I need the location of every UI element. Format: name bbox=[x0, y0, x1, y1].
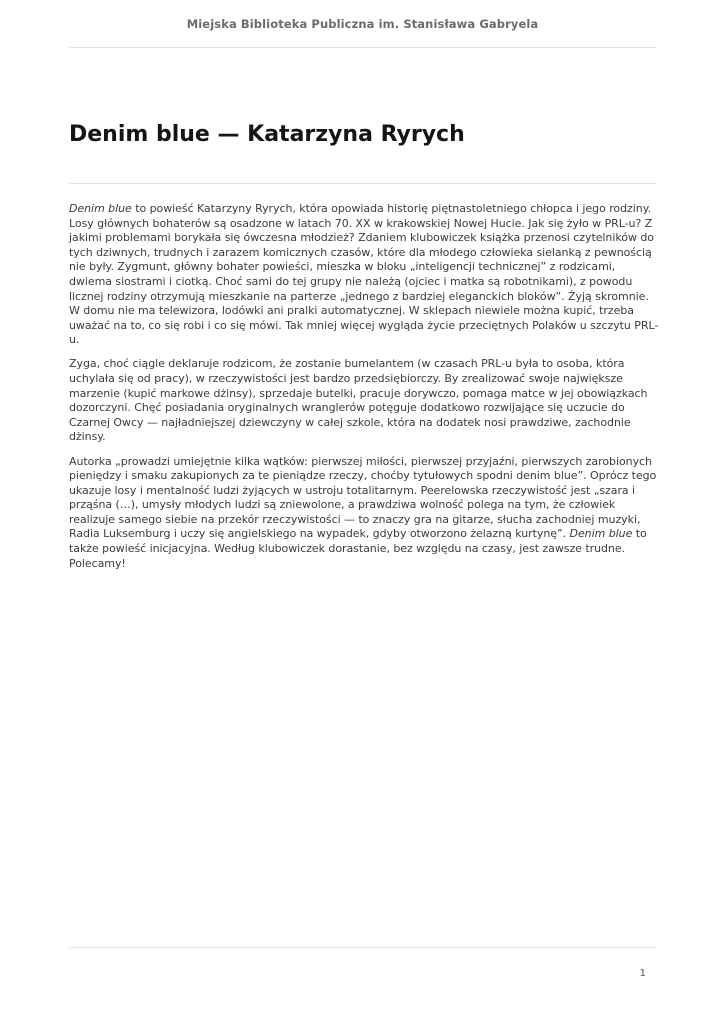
book-title-italic: Denim blue bbox=[569, 527, 633, 541]
page-number: 1 bbox=[639, 968, 646, 979]
footer-divider bbox=[69, 947, 656, 948]
paragraph-text: to powieść Katarzyny Ryrych, która opowiada historię piętnastoletniego chłopca i jego rodziny. Losy głównych bohaterów są osadzone w latach 70. XX w krakowskiej Nowej Hucie. Jak się żyło w PRL-u? Z jakimi problemami borykała się ówczesna młodzież? Zdaniem klubowiczek książka przenosi czytelników do tych dziwnych, trudnych i zarazem komicznych czasów, które dla młodego człowieka sielanką z pewnością nie były. Zygmunt, główny bohater powieści, mieszka w bloku „inteligencji technicznej” z rodzicami, dwiema siostrami i ciotką. Choć sami do tej grupy nie należą (ojciec i matka są robotnikami), z powodu licznej rodziny otrzymują mieszkanie na parterze „jednego z bardziej eleganckich bloków”. Żyją skromnie. W domu nie ma telewizora, lodówki ani pralki automatycznej. W sklepach niewiele można kupić, trzeba uważać na to, co się robi i co się mówi. Tak mniej więcej wygląda życie przeciętnych Polaków u szczytu PRL-u. bbox=[69, 202, 659, 347]
paragraph-text: Autorka „prowadzi umiejętnie kilka wątków: pierwszej miłości, pierwszej przyjaźni, pierwszych zarobionych pieniędzy i smaku zakupionych za te pieniądze rzeczy, choćby tytułowych spodni denim blue”. Oprócz tego ukazuje losy i mentalność ludzi żyjących w ustroju totalitarnym. Peerelowska rzeczywistość jest „szara i prząśna (…), umysły młodych ludzi są zniewolone, a prawdziwa wolność polega na tym, że człowiek realizuje samego siebie na przekór rzeczywistości — to znaczy gra na gitarze, słucha zachodniej muzyki, Radia Luksemburg i uczy się angielskiego na wypadek, gdyby otworzono żelazną kurtynę”. bbox=[69, 454, 657, 541]
book-title-italic: Denim blue bbox=[69, 202, 132, 215]
page-title: Denim blue — Katarzyna Ryrych bbox=[69, 122, 465, 147]
article-paragraph bbox=[69, 455, 659, 572]
article-paragraph bbox=[69, 202, 659, 348]
site-header: Miejska Biblioteka Publiczna im. Stanisława Gabryela bbox=[186, 17, 539, 31]
paragraph-text: Zyga, choć ciągle deklaruje rodzicom, że zostanie bumelantem (w czasach PRL-u była to osoba, która uchylała się od pracy), w rzeczywistości jest bardzo przedsiębiorczy. By zrealizować swoje największe marzenie (kupić markowe dżinsy), sprzedaje butelki, pracuje dorywczo, pomaga matce w jej obowiązkach dozorczyni. Chęć posiadania oryginalnych wranglerów potęguje dodatkowo rozwijające się uczucie do Czarnej Owcy — najładniejszej dziewczyny w całej szkole, która na dodatek nosi prawdziwe, zachodnie dżinsy. bbox=[69, 357, 648, 444]
paragraph-text: to także powieść inicjacyjna. Według klubowiczek dorastanie, bez względu na czasy, jest zawsze trudne. Polecamy! bbox=[69, 527, 647, 570]
article-body bbox=[69, 202, 659, 581]
header-divider bbox=[69, 47, 656, 48]
article-paragraph bbox=[69, 357, 659, 445]
title-divider bbox=[69, 183, 656, 184]
